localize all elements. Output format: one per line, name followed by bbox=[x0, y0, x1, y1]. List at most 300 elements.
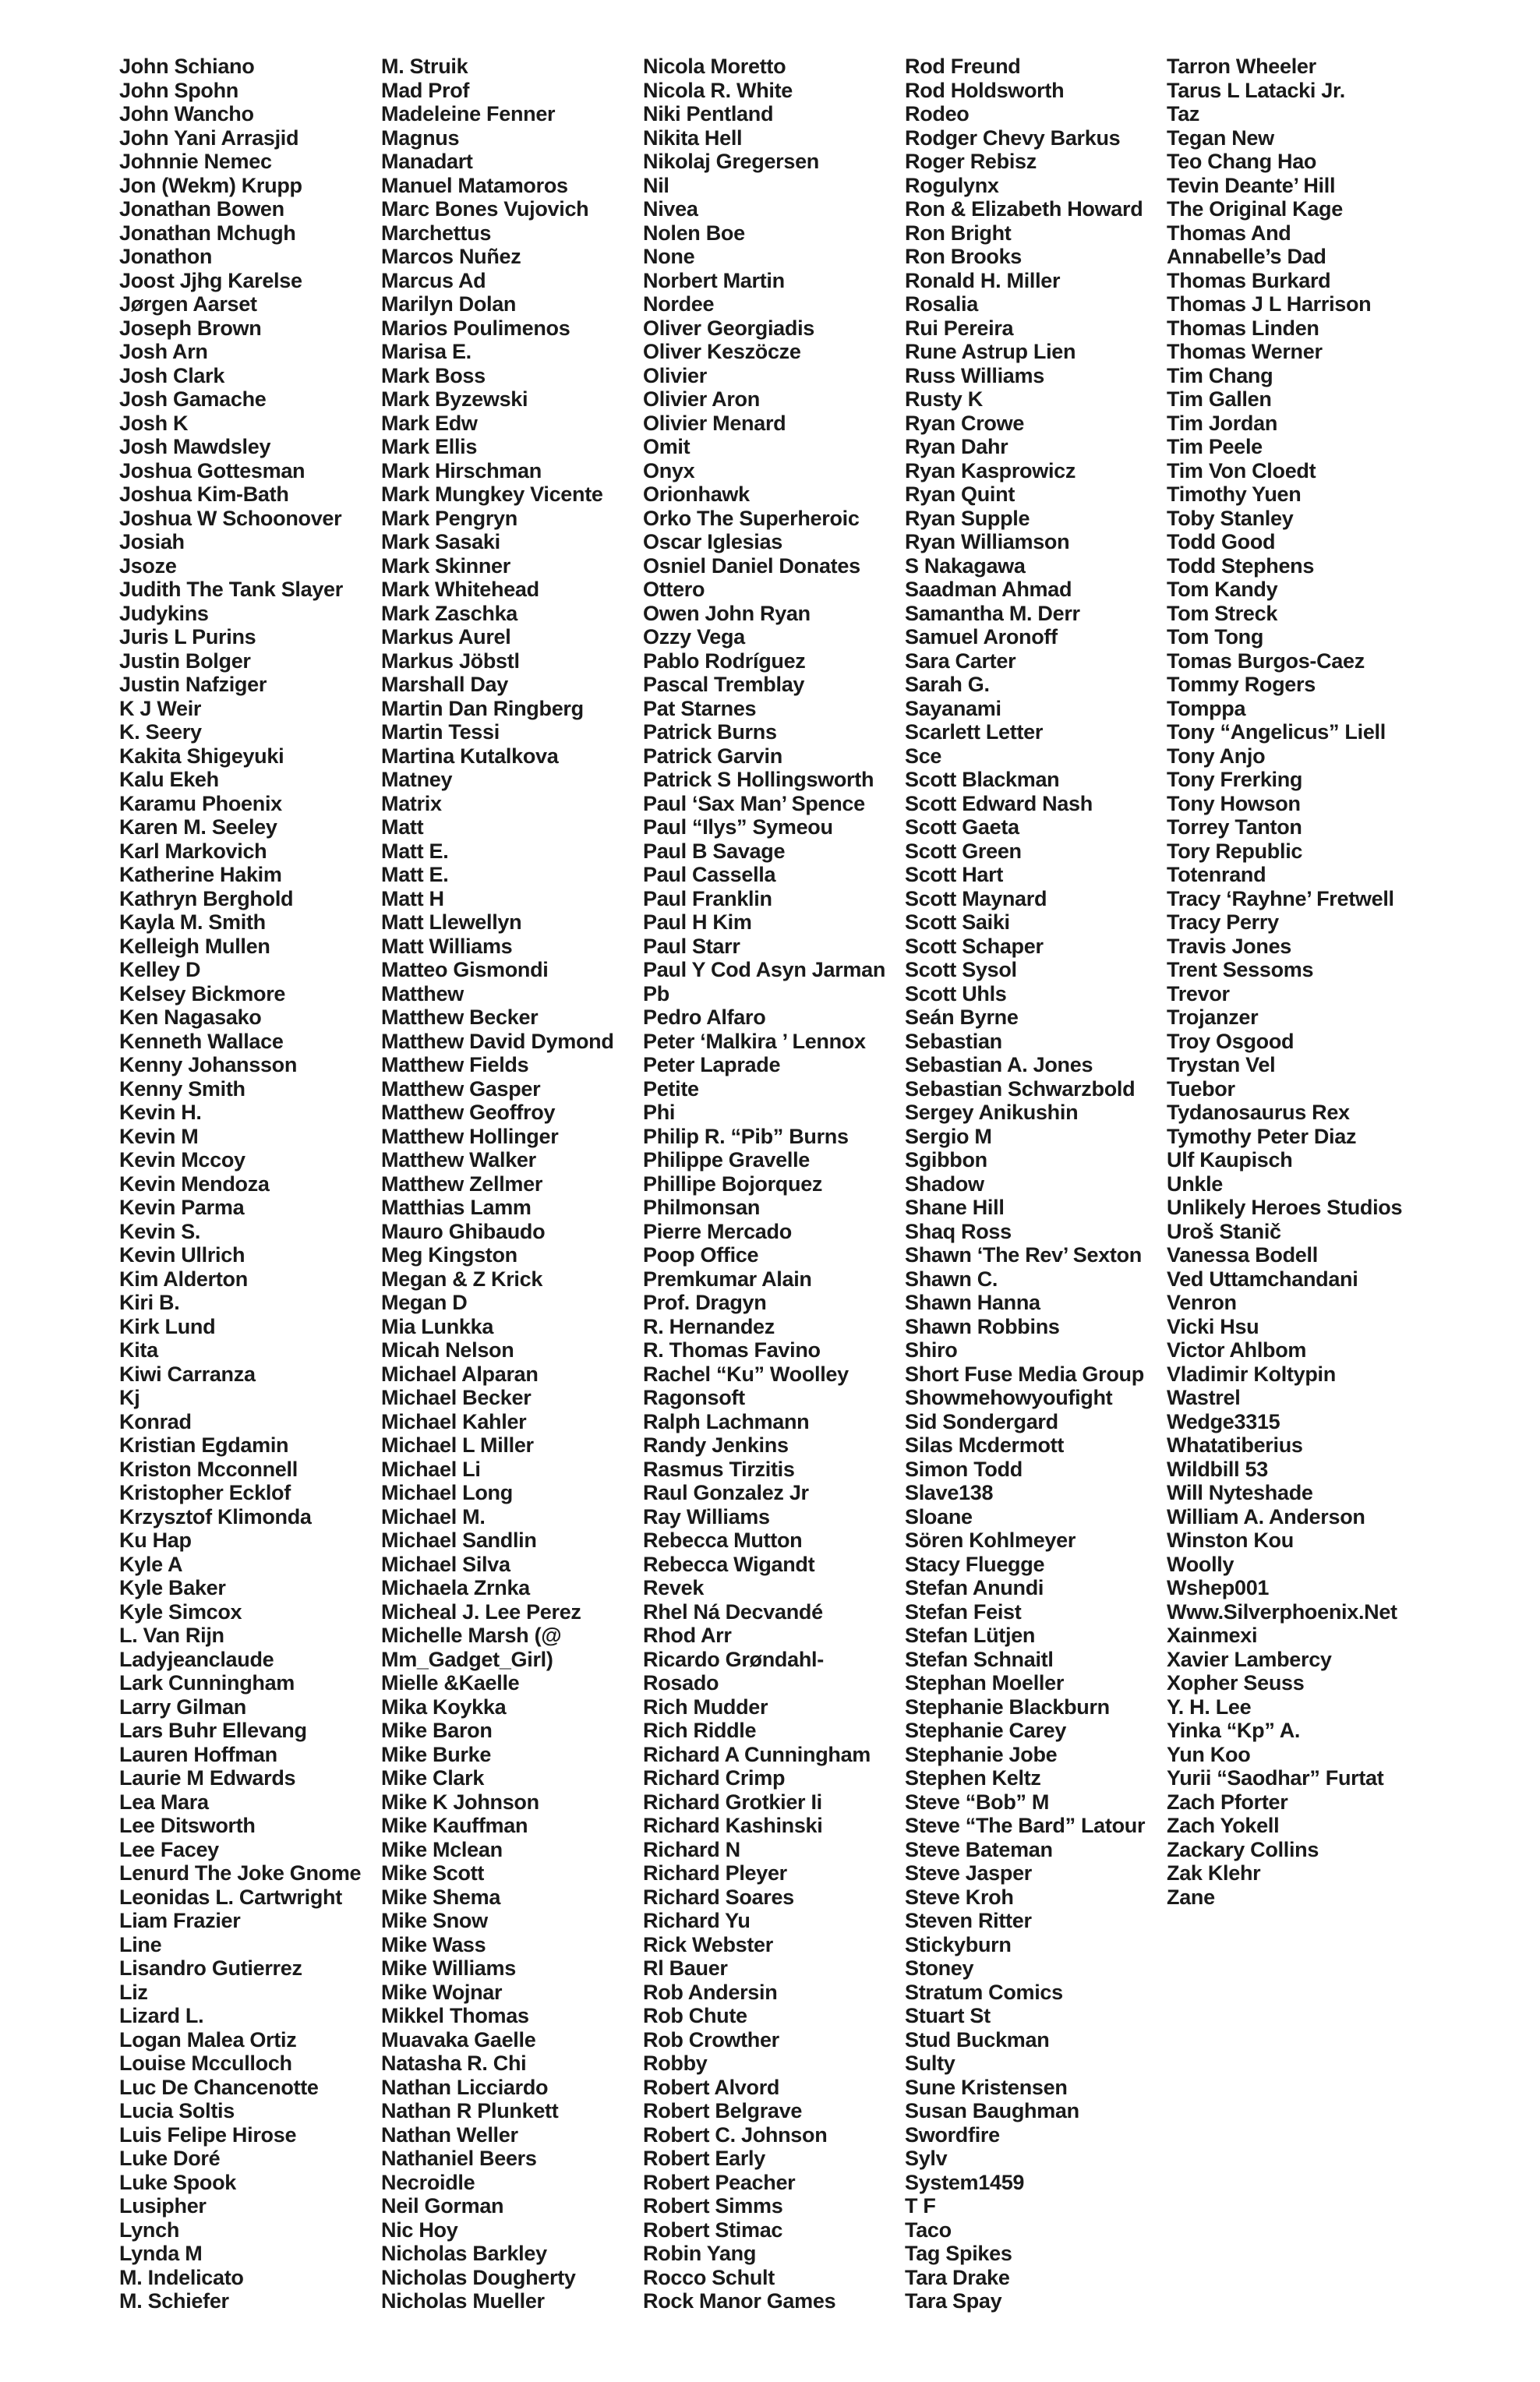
backer-name: Ray Williams bbox=[643, 1504, 770, 1529]
backer-name: Robby bbox=[643, 2052, 708, 2075]
backer-name: Marisa E. bbox=[381, 340, 472, 363]
backer-name: Josh Gamache bbox=[119, 387, 267, 411]
backer-name: Taz bbox=[1167, 102, 1200, 125]
backer-name: Kevin Mendoza bbox=[119, 1172, 270, 1196]
backer-name: Mark Whitehead bbox=[381, 578, 539, 601]
backer-name: Matt Williams bbox=[381, 934, 513, 958]
backer-name: Kelsey Bickmore bbox=[119, 981, 286, 1005]
backer-name: Stratum Comics bbox=[905, 1980, 1063, 2004]
backer-name: Mike Baron bbox=[381, 1719, 493, 1742]
backer-name: Stud Buckman bbox=[905, 2027, 1050, 2052]
backer-name: Stoney bbox=[905, 1956, 974, 1980]
backer-name: Whatatiberius bbox=[1167, 1433, 1303, 1457]
backer-name: Trojanzer bbox=[1167, 1005, 1259, 1029]
backer-name: Matthew Hollinger bbox=[381, 1124, 559, 1148]
backer-name: Joshua W Schoonover bbox=[119, 506, 342, 530]
backer-name: Tim Von Cloedt bbox=[1167, 458, 1316, 482]
backer-name: Sce bbox=[905, 744, 942, 768]
backer-name: Ved Uttamchandani bbox=[1167, 1267, 1358, 1291]
backer-name: Kelley D bbox=[119, 958, 201, 981]
backer-name: M. Schiefer bbox=[119, 2289, 229, 2313]
backer-name: Michael Sandlin bbox=[381, 1529, 537, 1552]
backer-name: Matthias Lamm bbox=[381, 1196, 532, 1219]
backer-name: Mike Clark bbox=[381, 1766, 485, 1790]
backer-name: Kevin H. bbox=[119, 1101, 202, 1124]
backer-name: Tony Anjo bbox=[1167, 744, 1266, 768]
backer-name: Olivier Aron bbox=[643, 387, 760, 411]
backer-name: Stefan Lütjen bbox=[905, 1624, 1036, 1647]
backer-name: Swordfire bbox=[905, 2122, 1000, 2147]
backer-name: R. Hernandez bbox=[643, 1314, 775, 1338]
backer-name: Tag Spikes bbox=[905, 2242, 1012, 2265]
backer-name: Marcos Nuñez bbox=[381, 245, 521, 268]
backer-name: Marc Bones Vujovich bbox=[381, 197, 589, 221]
backer-name: Nicola Moretto bbox=[643, 55, 786, 78]
backer-name: Ryan Dahr bbox=[905, 435, 1008, 458]
backer-name: Tony Frerking bbox=[1167, 768, 1303, 791]
backer-name: Nivea bbox=[643, 197, 698, 221]
backer-name: Seán Byrne bbox=[905, 1005, 1019, 1029]
backer-name: Matteo Gismondi bbox=[381, 958, 549, 981]
backer-name: Mark Skinner bbox=[381, 553, 510, 578]
backer-name: Ryan Kasprowicz bbox=[905, 458, 1076, 482]
backer-name: Michael Alparan bbox=[381, 1362, 539, 1386]
backer-name: Nicola R. White bbox=[643, 78, 793, 102]
backer-name: Stephanie Carey bbox=[905, 1719, 1067, 1742]
backer-name: Lusipher bbox=[119, 2194, 207, 2218]
backer-name: Krzysztof Klimonda bbox=[119, 1504, 312, 1529]
backer-name: Lee Ditsworth bbox=[119, 1814, 256, 1837]
backer-name: Marcus Ad bbox=[381, 268, 486, 292]
backer-name: Teo Chang Hao bbox=[1167, 150, 1317, 173]
backer-name: Paul Franklin bbox=[643, 886, 772, 910]
backer-name: Kirk Lund bbox=[119, 1314, 216, 1338]
backer-name: Ricardo Grøndahl- bbox=[643, 1647, 824, 1671]
backer-name: Rhel Ná Decvandé bbox=[643, 1599, 823, 1624]
backer-name: Sara Carter bbox=[905, 649, 1016, 673]
backer-name: Rui Pereira bbox=[905, 316, 1014, 340]
backer-name: Nathaniel Beers bbox=[381, 2147, 537, 2170]
backer-name: Nicholas Barkley bbox=[381, 2242, 547, 2265]
backer-name: Matthew Walker bbox=[381, 1148, 536, 1172]
backer-name: Www.Silverphoenix.Net bbox=[1167, 1599, 1397, 1624]
backer-name: Robin Yang bbox=[643, 2242, 757, 2265]
backer-name: Will Nyteshade bbox=[1167, 1481, 1313, 1504]
backer-name: John Schiano bbox=[119, 55, 255, 78]
backer-name: System1459 bbox=[905, 2170, 1025, 2194]
backer-name: Kevin S. bbox=[119, 1219, 201, 1243]
backer-name: Marilyn Dolan bbox=[381, 292, 517, 316]
backer-name: Victor Ahlbom bbox=[1167, 1338, 1307, 1362]
backer-name: Lark Cunningham bbox=[119, 1671, 295, 1695]
backer-name: Sebastian A. Jones bbox=[905, 1053, 1093, 1076]
backer-name: Vladimir Koltypin bbox=[1167, 1362, 1336, 1386]
backer-name: Matrix bbox=[381, 791, 442, 815]
backer-name: Robert Early bbox=[643, 2147, 765, 2170]
backer-name: The Original Kage bbox=[1167, 197, 1343, 221]
backer-name: Rob Chute bbox=[643, 2004, 747, 2027]
backer-name: Robert Belgrave bbox=[643, 2099, 803, 2122]
backer-name: Woolly bbox=[1167, 1552, 1234, 1576]
backer-name: Mark Mungkey Vicente bbox=[381, 482, 603, 506]
backer-name: Konrad bbox=[119, 1409, 192, 1433]
backer-name: John Spohn bbox=[119, 78, 238, 102]
backer-name: Louise Mcculloch bbox=[119, 2052, 292, 2075]
backer-name: Tara Spay bbox=[905, 2289, 1002, 2313]
backer-name: Matthew Becker bbox=[381, 1005, 539, 1029]
backer-name: Josh Arn bbox=[119, 340, 208, 363]
backer-name: Rodeo bbox=[905, 102, 970, 125]
backer-name: Wildbill 53 bbox=[1167, 1457, 1268, 1481]
backer-name: Tymothy Peter Diaz bbox=[1167, 1124, 1357, 1148]
backer-name: Micah Nelson bbox=[381, 1338, 514, 1362]
backer-name: Kiri B. bbox=[119, 1291, 180, 1314]
names-column-3 bbox=[643, 55, 900, 2313]
backer-name: Judykins bbox=[119, 601, 209, 625]
backer-name: Oliver Georgiadis bbox=[643, 316, 814, 340]
backer-name: Rasmus Tirzitis bbox=[643, 1457, 795, 1481]
backer-name: Lucia Soltis bbox=[119, 2099, 235, 2122]
backer-name: None bbox=[643, 245, 695, 268]
backer-name: Uroš Stanič bbox=[1167, 1219, 1281, 1243]
backer-name: Mikkel Thomas bbox=[381, 2004, 529, 2027]
backer-name: Onyx bbox=[643, 458, 695, 482]
backer-name: William A. Anderson bbox=[1167, 1504, 1365, 1529]
backer-name: Katherine Hakim bbox=[119, 863, 282, 886]
backer-name: Rune Astrup Lien bbox=[905, 340, 1076, 363]
backer-name: Mauro Ghibaudo bbox=[381, 1219, 546, 1243]
backer-name: Ryan Supple bbox=[905, 506, 1030, 530]
backer-name: Paul B Savage bbox=[643, 839, 786, 863]
backer-name: Tommy Rogers bbox=[1167, 673, 1316, 696]
backer-name: Mike Kauffman bbox=[381, 1814, 528, 1837]
backer-name: Xopher Seuss bbox=[1167, 1671, 1305, 1695]
backer-name: Slave138 bbox=[905, 1481, 994, 1504]
backer-name: Mika Koykka bbox=[381, 1695, 507, 1719]
backer-name: Xavier Lambercy bbox=[1167, 1647, 1332, 1671]
backer-name: Kalu Ekeh bbox=[119, 768, 219, 791]
backer-name: Neil Gorman bbox=[381, 2194, 504, 2218]
backer-name: Manuel Matamoros bbox=[381, 173, 568, 197]
names-column-1 bbox=[119, 55, 376, 2313]
backer-name: Kelleigh Mullen bbox=[119, 934, 270, 958]
backer-name: Stephanie Jobe bbox=[905, 1742, 1058, 1766]
backer-name: Thomas And bbox=[1167, 221, 1291, 245]
backer-name: Kristopher Ecklof bbox=[119, 1481, 291, 1504]
backer-name: Laurie M Edwards bbox=[119, 1766, 296, 1790]
backer-name: Meg Kingston bbox=[381, 1243, 517, 1267]
backer-name: Natasha R. Chi bbox=[381, 2052, 527, 2075]
backer-name: Kevin Ullrich bbox=[119, 1243, 245, 1267]
backer-name: Luke Spook bbox=[119, 2170, 237, 2194]
backer-name: Lea Mara bbox=[119, 1790, 209, 1814]
backer-name: Rebecca Mutton bbox=[643, 1529, 803, 1552]
backer-name: Philip R. “Pib” Burns bbox=[643, 1124, 849, 1148]
backer-name: Olivier Menard bbox=[643, 411, 786, 435]
backer-name: Tomas Burgos-Caez bbox=[1167, 649, 1365, 673]
backer-name: Magnus bbox=[381, 125, 460, 150]
backer-name: Kiwi Carranza bbox=[119, 1362, 256, 1386]
backer-name: Steve Kroh bbox=[905, 1885, 1014, 1909]
backer-name: Richard Kashinski bbox=[643, 1814, 823, 1837]
names-column-4 bbox=[905, 55, 1162, 2313]
backer-name: Tegan New bbox=[1167, 125, 1274, 150]
backer-name: Rob Andersin bbox=[643, 1980, 778, 2004]
backer-name: Short Fuse Media Group bbox=[905, 1362, 1144, 1386]
backer-name: Tara Drake bbox=[905, 2265, 1010, 2289]
backer-name: Shadow bbox=[905, 1172, 984, 1196]
backer-name: Steve Bateman bbox=[905, 1837, 1053, 1861]
backer-name: Sune Kristensen bbox=[905, 2075, 1068, 2099]
backer-name: Stephan Moeller bbox=[905, 1671, 1065, 1695]
backer-name: Jonathon bbox=[119, 245, 213, 268]
backer-name: Kyle Baker bbox=[119, 1576, 226, 1599]
backer-name: Kim Alderton bbox=[119, 1267, 248, 1291]
backer-name: Totenrand bbox=[1167, 863, 1266, 886]
backer-name: John Yani Arrasjid bbox=[119, 125, 299, 150]
backer-name: Yurii “Saodhar” Furtat bbox=[1167, 1766, 1384, 1790]
backer-name: Revek bbox=[643, 1576, 705, 1599]
backer-name: Michael Kahler bbox=[381, 1409, 527, 1433]
backer-name: Mike Burke bbox=[381, 1742, 492, 1766]
backer-name: Rod Holdsworth bbox=[905, 78, 1065, 102]
backer-name: Lynch bbox=[119, 2218, 180, 2242]
backer-name: Mark Sasaki bbox=[381, 530, 500, 553]
backer-name: Vanessa Bodell bbox=[1167, 1243, 1318, 1267]
backer-name: Richard Grotkier Ii bbox=[643, 1790, 822, 1814]
backer-name: Shane Hill bbox=[905, 1196, 1005, 1219]
backer-name: Tuebor bbox=[1167, 1076, 1235, 1101]
backer-name: Tony “Angelicus” Liell bbox=[1167, 720, 1386, 744]
backer-name: Markus Aurel bbox=[381, 625, 511, 649]
backer-name: Taco bbox=[905, 2218, 952, 2242]
backer-name: Timothy Yuen bbox=[1167, 482, 1302, 506]
backer-name: Premkumar Alain bbox=[643, 1267, 812, 1291]
backer-name: Wedge3315 bbox=[1167, 1409, 1280, 1433]
backer-name: Sayanami bbox=[905, 696, 1001, 720]
backer-name: Matt H bbox=[381, 886, 444, 910]
backer-name: Lars Buhr Ellevang bbox=[119, 1719, 307, 1742]
backer-name: Rock Manor Games bbox=[643, 2289, 836, 2313]
backer-name: Mike K Johnson bbox=[381, 1790, 539, 1814]
backer-name: Mad Prof bbox=[381, 78, 470, 102]
backer-name: Shawn Hanna bbox=[905, 1291, 1040, 1314]
backer-name: Norbert Martin bbox=[643, 268, 785, 292]
backer-name: Ron Brooks bbox=[905, 245, 1023, 268]
backer-name: Scott Sysol bbox=[905, 958, 1017, 981]
backer-name: Unlikely Heroes Studios bbox=[1167, 1196, 1403, 1219]
backer-name: Thomas Linden bbox=[1167, 316, 1319, 340]
backer-name: Stuart St bbox=[905, 2004, 991, 2027]
backer-name: Matt bbox=[381, 815, 424, 839]
backer-name: Steve Jasper bbox=[905, 1861, 1033, 1885]
backer-name: Paul H Kim bbox=[643, 910, 752, 934]
backer-name: Mark Pengryn bbox=[381, 506, 517, 530]
backer-name: Sebastian bbox=[905, 1029, 1002, 1053]
backer-name: Michael Silva bbox=[381, 1552, 510, 1576]
backer-name: Oscar Iglesias bbox=[643, 530, 782, 553]
backer-name: Kevin Mccoy bbox=[119, 1148, 245, 1172]
backer-name: Poop Office bbox=[643, 1243, 759, 1267]
backer-name: Richard Pleyer bbox=[643, 1861, 787, 1885]
backer-name: Kristian Egdamin bbox=[119, 1433, 289, 1457]
backer-name: Kayla M. Smith bbox=[119, 910, 266, 934]
backer-name: Ken Nagasako bbox=[119, 1005, 262, 1029]
backer-name: Xainmexi bbox=[1167, 1624, 1258, 1647]
backer-name: Sebastian Schwarzbold bbox=[905, 1076, 1136, 1101]
backer-name: Raul Gonzalez Jr bbox=[643, 1481, 809, 1504]
backer-name: Paul Cassella bbox=[643, 863, 776, 886]
backer-name: Richard A Cunningham bbox=[643, 1742, 871, 1766]
backer-name: Nathan R Plunkett bbox=[381, 2099, 559, 2122]
backer-name: K J Weir bbox=[119, 696, 202, 720]
backer-name: Micheal J. Lee Perez bbox=[381, 1599, 581, 1624]
backer-name: John Wancho bbox=[119, 102, 254, 125]
backer-name: Ryan Crowe bbox=[905, 411, 1025, 435]
backer-name: Tim Gallen bbox=[1167, 387, 1272, 411]
backer-name: Pablo Rodríguez bbox=[643, 649, 806, 673]
backer-name: Wshep001 bbox=[1167, 1576, 1270, 1599]
backer-name: Scott Saiki bbox=[905, 910, 1010, 934]
backer-name: Orionhawk bbox=[643, 482, 750, 506]
backer-name: Mielle &Kaelle bbox=[381, 1671, 520, 1695]
backer-name: Winston Kou bbox=[1167, 1529, 1294, 1552]
backer-name: Vicki Hsu bbox=[1167, 1314, 1259, 1338]
backer-name: Zak Klehr bbox=[1167, 1861, 1261, 1885]
backer-name: Ralph Lachmann bbox=[643, 1409, 810, 1433]
backer-name: Ulf Kaupisch bbox=[1167, 1148, 1293, 1172]
backer-name: Kj bbox=[119, 1386, 140, 1409]
backer-name: Richard Yu bbox=[643, 1909, 751, 1932]
backer-name: Scott Uhls bbox=[905, 981, 1007, 1005]
backer-name: Megan D bbox=[381, 1291, 468, 1314]
backer-name: Matthew Geoffroy bbox=[381, 1101, 556, 1124]
backer-name: Thomas Burkard bbox=[1167, 268, 1331, 292]
backer-name: Y. H. Lee bbox=[1167, 1695, 1252, 1719]
backer-name: Susan Baughman bbox=[905, 2099, 1079, 2122]
backer-name: Pat Starnes bbox=[643, 696, 757, 720]
backer-name: T F bbox=[905, 2194, 936, 2218]
names-column-5 bbox=[1167, 55, 1424, 1909]
backer-name: Sergey Anikushin bbox=[905, 1101, 1079, 1124]
backer-name: Johnnie Nemec bbox=[119, 150, 272, 173]
backer-name: Scott Maynard bbox=[905, 886, 1047, 910]
backer-name: Toby Stanley bbox=[1167, 506, 1294, 530]
backer-name: Kyle A bbox=[119, 1552, 183, 1576]
backer-name: Ragonsoft bbox=[643, 1386, 745, 1409]
backer-name: Mm_Gadget_Girl) bbox=[381, 1647, 553, 1671]
backer-name: Scarlett Letter bbox=[905, 720, 1044, 744]
backer-name: Thomas J L Harrison bbox=[1167, 292, 1372, 316]
backer-name: Karl Markovich bbox=[119, 839, 267, 863]
backer-name: S Nakagawa bbox=[905, 553, 1026, 578]
backer-name: Zane bbox=[1167, 1885, 1215, 1909]
backer-name: Tom Kandy bbox=[1167, 578, 1278, 601]
backer-name: Shawn C. bbox=[905, 1267, 998, 1291]
backer-name: Pascal Tremblay bbox=[643, 673, 805, 696]
backer-name: Mike Snow bbox=[381, 1909, 488, 1932]
backer-name: Justin Bolger bbox=[119, 649, 251, 673]
backer-name: Patrick Garvin bbox=[643, 744, 782, 768]
backer-name: Petite bbox=[643, 1076, 699, 1101]
backer-name: Peter ‘Malkira ’ Lennox bbox=[643, 1029, 866, 1053]
backer-name: Matthew Fields bbox=[381, 1053, 529, 1076]
backer-name: Torrey Tanton bbox=[1167, 815, 1302, 839]
backer-name: Kenny Johansson bbox=[119, 1053, 298, 1076]
backer-name: Stephanie Blackburn bbox=[905, 1695, 1110, 1719]
backer-name: Kenny Smith bbox=[119, 1076, 245, 1101]
backer-name: Nikolaj Gregersen bbox=[643, 150, 819, 173]
backer-name: Kriston Mcconnell bbox=[119, 1457, 298, 1481]
backer-name: Patrick Burns bbox=[643, 720, 777, 744]
backer-name: Scott Edward Nash bbox=[905, 791, 1093, 815]
backer-name: Matt Llewellyn bbox=[381, 910, 522, 934]
backer-name: Stefan Anundi bbox=[905, 1576, 1044, 1599]
backer-name: Tarus L Latacki Jr. bbox=[1167, 78, 1345, 102]
backer-name: Rhod Arr bbox=[643, 1624, 732, 1647]
backer-name: M. Struik bbox=[381, 55, 468, 78]
backer-name: Ozzy Vega bbox=[643, 625, 745, 649]
backer-name: Karen M. Seeley bbox=[119, 815, 277, 839]
backer-name: Sylv bbox=[905, 2147, 948, 2170]
backer-name: Josh K bbox=[119, 411, 189, 435]
backer-name: Jsoze bbox=[119, 553, 177, 578]
backer-name: Jonathan Bowen bbox=[119, 197, 284, 221]
backer-name: Ottero bbox=[643, 578, 705, 601]
backer-name: Stefan Schnaitl bbox=[905, 1647, 1054, 1671]
backer-name: Phillipe Bojorquez bbox=[643, 1172, 823, 1196]
backer-name: Necroidle bbox=[381, 2170, 475, 2194]
backer-name: Trystan Vel bbox=[1167, 1053, 1276, 1076]
backer-name: Michael Li bbox=[381, 1457, 481, 1481]
backer-name: Kita bbox=[119, 1338, 158, 1362]
backer-name: Scott Gaeta bbox=[905, 815, 1019, 839]
backer-name: Justin Nafziger bbox=[119, 673, 267, 696]
backer-name: Scott Green bbox=[905, 839, 1022, 863]
backer-name: Samantha M. Derr bbox=[905, 601, 1080, 625]
backer-name: Sulty bbox=[905, 2052, 955, 2075]
backer-name: Matthew Zellmer bbox=[381, 1172, 543, 1196]
backer-name: Philmonsan bbox=[643, 1196, 761, 1219]
backer-name: Nathan Weller bbox=[381, 2122, 518, 2147]
backer-name: Zach Yokell bbox=[1167, 1814, 1280, 1837]
backer-name: Todd Stephens bbox=[1167, 553, 1315, 578]
backer-name: Rob Crowther bbox=[643, 2027, 779, 2052]
backer-name: Kakita Shigeyuki bbox=[119, 744, 284, 768]
backer-name: Sgibbon bbox=[905, 1148, 987, 1172]
backer-name: Mark Edw bbox=[381, 411, 478, 435]
backer-name: Pierre Mercado bbox=[643, 1219, 792, 1243]
backer-name: Tom Streck bbox=[1167, 601, 1278, 625]
backer-name: Matney bbox=[381, 768, 453, 791]
backer-name: Sloane bbox=[905, 1504, 973, 1529]
backer-name: Michael Becker bbox=[381, 1386, 532, 1409]
backer-name: Stephen Keltz bbox=[905, 1766, 1041, 1790]
backer-name: Juris L Purins bbox=[119, 625, 256, 649]
backer-name: Mark Hirschman bbox=[381, 458, 542, 482]
backer-name: Liam Frazier bbox=[119, 1909, 241, 1932]
backer-name: Randy Jenkins bbox=[643, 1433, 789, 1457]
backer-name: Peter Laprade bbox=[643, 1053, 781, 1076]
backer-name: Karamu Phoenix bbox=[119, 791, 282, 815]
backer-name: Mike Williams bbox=[381, 1956, 516, 1980]
backer-name: Trent Sessoms bbox=[1167, 958, 1314, 981]
backer-name: Larry Gilman bbox=[119, 1695, 246, 1719]
backer-name: Mike Shema bbox=[381, 1885, 501, 1909]
backer-name: Omit bbox=[643, 435, 691, 458]
backer-name: Shawn Robbins bbox=[905, 1314, 1060, 1338]
backer-name: Sören Kohlmeyer bbox=[905, 1529, 1076, 1552]
